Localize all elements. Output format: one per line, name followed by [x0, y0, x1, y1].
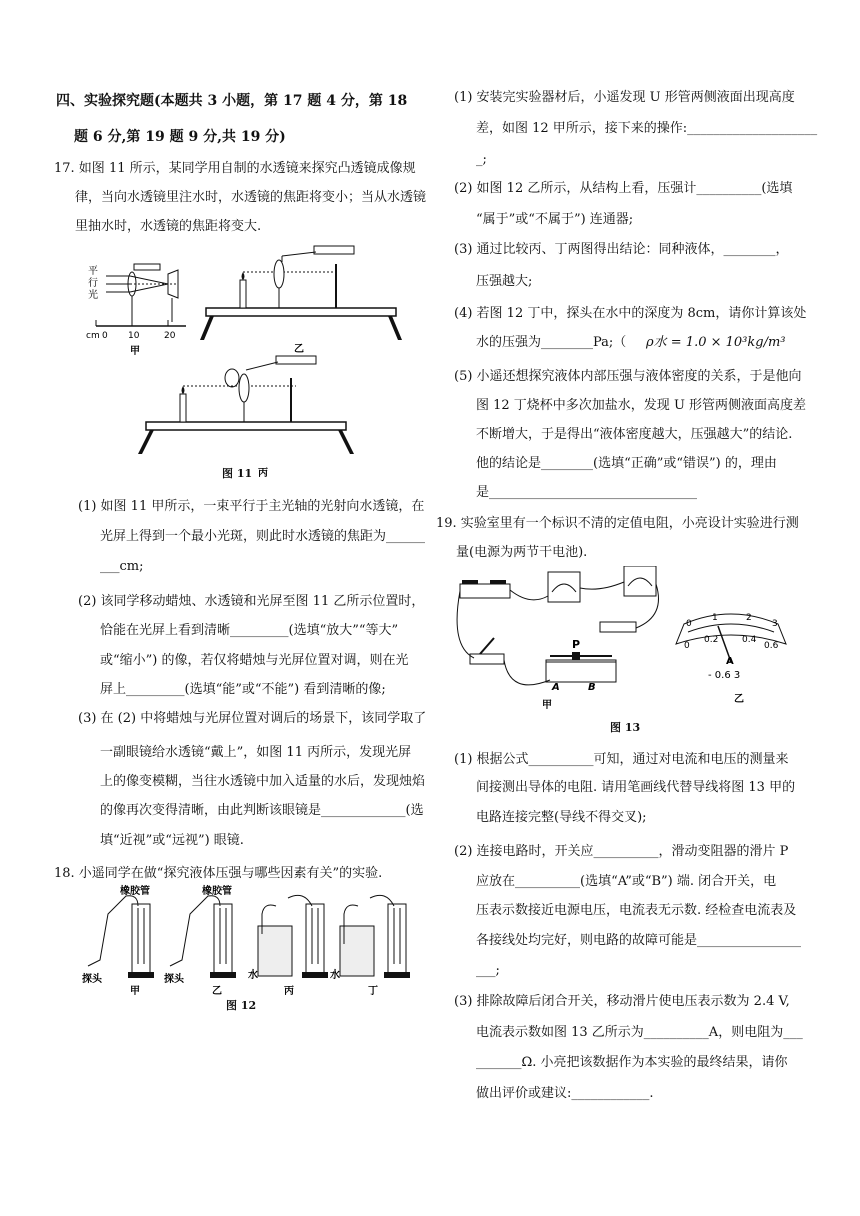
- figure-13: [450, 566, 822, 716]
- q18-p4-b: 水的压强为________Pa;（: [476, 335, 627, 350]
- fig11-label-guang: 光: [88, 290, 98, 301]
- fig12-label-bing: 丙: [284, 986, 294, 997]
- q18-p4-formula: ρ水 = 1.0 × 10³kg/m³: [646, 335, 786, 350]
- fig11-label-bing: 丙: [258, 468, 268, 479]
- q17-p1-b: 光屏上得到一个最小光斑，则此时水透镜的焦距为______: [100, 529, 426, 544]
- q19-p3-b: 电流表示数如图 13 乙所示为__________A，则电阻为___: [476, 1025, 803, 1040]
- q17-intro-3: 里抽水时，水透镜的焦距将变大.: [75, 219, 262, 234]
- fig13-scale-bottom-02: 0.2: [704, 635, 719, 645]
- fig11-tick-20: 20: [164, 331, 176, 341]
- fig11-label-yi: 乙: [294, 344, 304, 355]
- fig13-scale-bottom-04: 0.4: [742, 635, 757, 645]
- fig12-label-probe1: 探头: [82, 974, 102, 985]
- q17-p1-c: ___cm;: [100, 559, 144, 574]
- fig12-label-probe2: 探头: [164, 974, 184, 985]
- q19-p2-b: 应放在__________(选填“A”或“B”) 端. 闭合开关，电: [476, 874, 777, 889]
- q18-p3-b: 压强越大;: [476, 274, 533, 289]
- q17-p2-b: 恰能在光屏上看到清晰_________(选填“放大”“等大”: [100, 623, 399, 638]
- q17-p2-d: 屏上_________(选填“能”或“不能”) 看到清晰的像;: [100, 682, 386, 697]
- fig13-label-A: A: [552, 682, 560, 693]
- section-heading-line1: 四、实验探究题(本题共 3 小题，第 17 题 4 分，第 18: [56, 93, 408, 109]
- q18-p5-e: 是________________________________: [476, 485, 698, 500]
- q19-p2-a: (2) 连接电路时，开关应__________，滑动变阻器的滑片 P: [454, 844, 789, 859]
- q17-p3-e: 填“近视”或“远视”) 眼镜.: [100, 833, 244, 848]
- figure-13-jia: [457, 566, 658, 711]
- q19-p2-e: ___;: [476, 963, 500, 978]
- q18-p4-a: (4) 若图 12 丁中，探头在水中的深度为 8cm，请你计算该处: [454, 306, 807, 321]
- fig13-scale-top-0: 0: [686, 619, 692, 629]
- q18-p1-b: 差，如图 12 甲所示，接下来的操作:____________________: [476, 121, 818, 136]
- q19-p1-a: (1) 根据公式__________可知，通过对电流和电压的测量来: [454, 752, 789, 767]
- q18-p5-b: 图 12 丁烧杯中多次加盐水，发现 U 形管两侧液面高度差: [476, 398, 807, 413]
- fig12-label-water2: 水: [330, 970, 340, 981]
- q18-p5-d: 他的结论是________(选填“正确”或“错误”) 的，理由: [476, 456, 777, 471]
- fig13-scale-top-2: 2: [746, 613, 752, 623]
- fig12-label-tube2: 橡胶管: [202, 886, 232, 897]
- q18-p3-a: (3) 通过比较丙、丁两图得出结论：同种液体，________，: [454, 242, 789, 257]
- figure-11-jia: [86, 264, 186, 357]
- q17-p1-a: (1) 如图 11 甲所示，一束平行于主光轴的光射向水透镜，在: [78, 499, 425, 514]
- fig11-label-cm: cm: [86, 331, 100, 341]
- q19-p3-a: (3) 排除故障后闭合开关，移动滑片使电压表示数为 2.4 V,: [454, 994, 790, 1009]
- q17-intro-2: 律，当向水透镜里注水时，水透镜的焦距将变小；当从水透镜: [75, 190, 427, 205]
- fig13-scale-bottom-06: 0.6: [764, 641, 779, 651]
- q18-p1-c: _;: [476, 152, 487, 167]
- fig12-label-water1: 水: [248, 970, 258, 981]
- figure-12-bing: [248, 895, 328, 997]
- figure-11: [86, 244, 406, 480]
- q19-intro-1: 19. 实验室里有一个标识不清的定值电阻，小亮设计实验进行测: [436, 516, 799, 531]
- q19-p3-d: 做出评价或建议:____________.: [476, 1086, 654, 1101]
- q19-p1-b: 间接测出导体的电阻. 请用笔画线代替导线将图 13 甲的: [476, 780, 796, 795]
- q17-p3-a: (3) 在 (2) 中将蜡烛与光屏位置对调后的场景下，该同学取了: [78, 711, 427, 726]
- q17-p2-c: 或“缩小”) 的像，若仅将蜡烛与光屏位置对调，则在光: [100, 653, 409, 668]
- fig11-label-xing: 行: [88, 278, 98, 289]
- q18-p2-a: (2) 如图 12 乙所示，从结构上看，压强计__________(选填: [454, 181, 793, 196]
- q18-intro: 18. 小遥同学在做“探究液体压强与哪些因素有关”的实验.: [54, 866, 383, 881]
- q18-p5-a: (5) 小遥还想探究液体内部压强与液体密度的关系，于是他向: [454, 369, 802, 384]
- q19-p2-c: 压表示数接近电源电压，电流表无示数. 经检查电流表及: [476, 903, 797, 918]
- fig13-label-B: B: [588, 682, 596, 693]
- fig11-label-jia: 甲: [130, 346, 140, 357]
- figure-12-caption: 图 12: [226, 999, 257, 1012]
- fig13-scale-top-3: 3: [772, 619, 778, 629]
- fig12-label-ding: 丁: [368, 986, 378, 997]
- fig11-label-ping: 平: [88, 266, 98, 277]
- q17-p2-a: (2) 该同学移动蜡烛、水透镜和光屏至图 11 乙所示位置时，: [78, 594, 425, 609]
- fig11-tick-10: 10: [128, 331, 140, 341]
- figure-11-caption: 图 11: [222, 467, 253, 480]
- figure-11-bing: [138, 356, 354, 479]
- figure-11-yi: [200, 246, 402, 355]
- fig13-unit: A: [726, 656, 734, 667]
- q19-intro-2: 量(电源为两节干电池).: [456, 545, 588, 560]
- fig13-label-yi: 乙: [734, 694, 744, 705]
- q17-p3-b: 一副眼镜给水透镜“戴上”，如图 11 丙所示，发现光屏: [100, 745, 412, 760]
- fig11-tick-0: 0: [102, 331, 108, 341]
- section-heading-line2: 题 6 分,第 19 题 9 分,共 19 分): [74, 129, 286, 145]
- fig12-label-jia: 甲: [130, 986, 140, 997]
- figure-13-yi-ammeter: [676, 613, 786, 705]
- fig13-scale-bottom-0: 0: [684, 641, 690, 651]
- q19-p2-d: 各接线处均完好，则电路的故障可能是________________: [476, 933, 802, 948]
- fig13-label-P: P: [572, 638, 581, 651]
- fig13-label-jia: 甲: [542, 700, 552, 711]
- figure-12: [78, 884, 428, 1004]
- figure-13-caption: 图 13: [610, 721, 641, 734]
- fig13-terminals: - 0.6 3: [708, 670, 741, 681]
- figure-12-yi: [164, 884, 236, 997]
- q19-p1-c: 电路连接完整(导线不得交叉);: [476, 810, 647, 825]
- q17-intro-1: 17. 如图 11 所示，某同学用自制的水透镜来探究凸透镜成像规: [54, 161, 416, 176]
- q17-p3-d: 的像再次变得清晰，由此判断该眼镜是_____________(选: [100, 803, 424, 818]
- q18-p5-c: 不断增大，于是得出“液体密度越大，压强越大”的结论.: [476, 427, 793, 442]
- q18-p1-a: (1) 安装完实验器材后，小遥发现 U 形管两侧液面出现高度: [454, 90, 795, 105]
- figure-12-ding: [330, 895, 410, 997]
- fig12-label-yi: 乙: [212, 986, 222, 997]
- q19-p3-c: _______Ω. 小亮把该数据作为本实验的最终结果，请你: [476, 1055, 788, 1070]
- q17-p3-c: 上的像变模糊，当往水透镜中加入适量的水后，发现烛焰: [100, 774, 426, 789]
- fig12-label-tube1: 橡胶管: [120, 886, 150, 897]
- figure-12-jia: [82, 884, 154, 997]
- fig13-scale-top-1: 1: [712, 613, 718, 623]
- q18-p2-b: “属于”或“不属于”) 连通器;: [476, 212, 634, 227]
